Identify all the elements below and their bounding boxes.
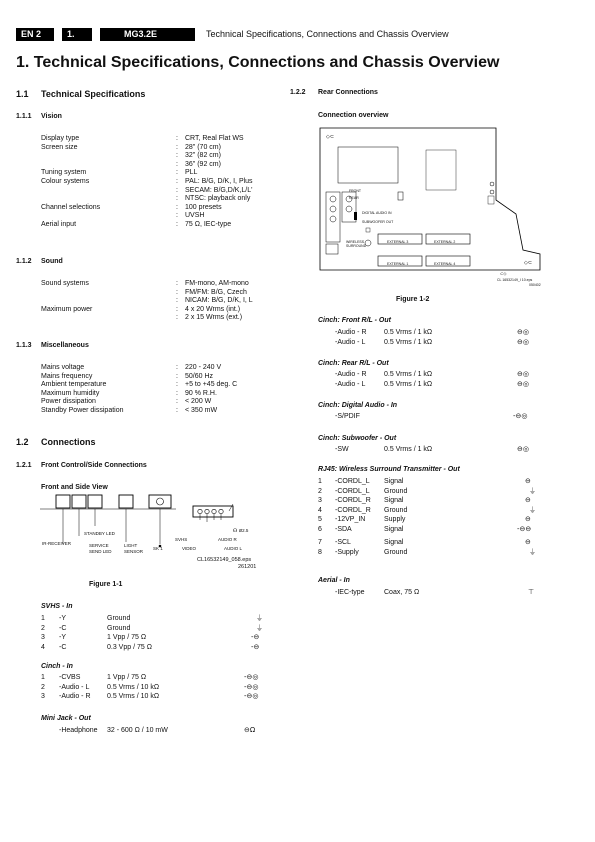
input-connector-icon: -⊖ [251,642,260,651]
figure-1-1-caption: Figure 1-1 [89,581,123,588]
table-row: 2 -Audio - L 0.5 Vrms / 10 kΩ -⊖◎ [41,682,259,691]
table-row: -S/PDIF -⊖◎ [335,412,528,420]
section-1-2-2-title: Rear Connections [318,89,378,96]
page-title: 1. Technical Specifications, Connections and Chassis Overview [16,54,500,71]
section-1-2-title: Connections [41,437,96,447]
section-1-2-1-number: 1.2.1 [16,462,32,469]
table-row: -Headphone 32 - 600 Ω / 10 mW ⊖Ω [59,726,256,734]
figure-1-2-reference: CL 16532149_I 10.eps [497,278,533,282]
audio-l-label: AUDIO L [224,546,243,551]
section-1-2-1-title: Front Control/Side Connections [41,462,147,469]
figure-1-1-date: 261201 [238,564,257,570]
cinch-subwoofer-out-table [318,445,540,455]
header-chassis-badge: MG3.2E [100,28,195,41]
headphone-output-icon: ⊖Ω [244,726,256,734]
external-4-label: EXTERNAL 4 [434,262,456,266]
table-row: 2 -CORDL_L Ground ⏚ [318,486,536,495]
section-1-2-number: 1.2 [16,437,29,447]
digital-audio-in-label: DIGITAL AUDIO IN [362,211,392,215]
external-1-label: EXTERNAL 1 [387,262,409,266]
section-1-1-2-title: Sound [41,258,63,265]
header-language-badge: EN 2 [16,28,54,41]
table-row: -Audio - R 0.5 Vrms / 1 kΩ ⊖◎ [335,370,529,378]
cinch-output-icon: ⊖◎ [517,328,529,336]
cinch-rear-out-table [318,370,540,389]
ground-icon: ⏚ [256,614,263,622]
table-row: -Audio - L 0.5 Vrms / 1 kΩ ⊖◎ [335,337,529,346]
section-1-1-1-number: 1.1.1 [16,113,32,120]
table-row: 1 -Y Ground ⏚ [41,614,263,622]
table-row: 8 -Supply Ground ⏚ [318,547,536,556]
svg-text:◇⊂: ◇⊂ [524,260,533,266]
mini-jack-out-table [41,726,271,736]
cinch-input-icon: -⊖◎ [244,673,259,681]
table-row: -SW 0.5 Vrms / 1 kΩ ⊖◎ [335,445,529,453]
cinch-front-out-table [318,328,540,347]
external-3-label: EXTERNAL 3 [387,240,409,244]
output-connector-icon: ⊖ [525,477,531,485]
wireless-surround-label: WIRELESS SURROUND [346,240,367,248]
section-1-2-2-number: 1.2.2 [290,89,306,96]
video-label: VIDEO [182,546,197,551]
cinch-in-table [41,673,271,702]
headphone-icon: ☊ ø [233,528,243,534]
table-row: 7 -SCL Signal ⊖ [318,538,531,546]
cinch-rear-out-title: Cinch: Rear R/L - Out [318,360,389,367]
svg-text:◇⊂: ◇⊂ [326,134,335,140]
section-1-1-1-title: Vision [41,113,62,120]
svhs-label: SVHS [175,537,188,542]
table-row: 2 -C Ground ⏚ [41,623,263,632]
standby-led-label: STANDBY LED [84,531,115,536]
svhs-in-title: SVHS - In [41,603,73,610]
section-1-1-3-number: 1.1.3 [16,342,32,349]
table-row: -Audio - R 0.5 Vrms / 1 kΩ ⊖◎ [335,328,529,336]
ground-icon: ⏚ [529,505,536,514]
cinch-input-icon: -⊖◎ [513,412,528,420]
cinch-output-icon: ⊖◎ [517,445,529,453]
aerial-in-title: Aerial - In [318,577,350,584]
svg-text:⊂◇: ⊂◇ [500,271,507,276]
output-connector-icon: ⊖ [525,496,531,504]
aerial-in-table [318,588,540,598]
ground-icon: ⏚ [529,547,536,556]
cinch-output-icon: ⊖◎ [517,379,529,388]
cinch-input-icon: -⊖◎ [244,692,259,700]
table-row: 6 -SDA Signal -⊖⊖ [318,524,532,533]
light-sensor-label: LIGHT SENSOR [124,543,144,554]
table-row: 4 -CORDL_R Ground ⏚ [318,505,536,514]
table-row: 1 -CVBS 1 Vpp / 75 Ω -⊖◎ [41,673,259,681]
table-row: 5 -12VP_IN Supply ⊖ [318,515,531,523]
antenna-icon: ⊤ [528,588,535,596]
service-send-led-label: SERVICE SEND LED [89,543,112,554]
cinch-digital-in-title: Cinch: Digital Audio - In [318,402,398,409]
table-row: 4 -C 0.3 Vpp / 75 Ω -⊖ [41,642,260,651]
cinch-in-title: Cinch - In [41,663,73,670]
rj45-table [318,477,540,557]
connection-overview-title: Connection overview [318,112,389,119]
audio-r-label: AUDIO R [218,537,237,542]
bidirectional-connector-icon: -⊖⊖ [517,524,532,533]
ir-receiver-label: IR-RECEIVER [42,541,72,546]
rj45-title: RJ45: Wireless Surround Transmitter - Out [318,466,460,473]
output-connector-icon: ⊖ [525,515,531,523]
figure-1-1-reference: CL16532149_058.eps [197,557,252,563]
cinch-input-icon: -⊖◎ [244,682,259,691]
ground-icon: ⏚ [529,486,536,495]
table-row: -IEC-type Coax, 75 Ω ⊤ [335,588,535,596]
rear-label: REAR [349,196,359,200]
cinch-output-icon: ⊖◎ [517,337,529,346]
header-title: Technical Specifications, Connections and Chassis Overview [206,29,449,39]
table-row: 3 -Audio - R 0.5 Vrms / 10 kΩ -⊖◎ [41,692,259,700]
front-label: FRONT [349,189,362,193]
table-row: -Audio - L 0.5 Vrms / 1 kΩ ⊖◎ [335,379,529,388]
front-side-view-title: Front and Side View [41,484,108,491]
section-1-1-3-title: Miscellaneous [41,342,89,349]
table-row: 3 -CORDL_R Signal ⊖ [318,496,531,504]
input-connector-icon: -⊖ [251,633,260,641]
header-section-badge: 1. [62,28,92,41]
section-1-1-number: 1.1 [16,89,29,99]
figure-1-2-date: 050402 [529,283,541,287]
subwoofer-out-label: SUBWOOFER OUT [362,220,394,224]
headphone-size-label: ☊ ø2.5 [233,528,249,534]
svhs-in-table [41,614,271,652]
section-1-1-2-number: 1.1.2 [16,258,32,265]
table-row: 3 -Y 1 Vpp / 75 Ω -⊖ [41,633,260,641]
table-row: 1 -CORDL_L Signal ⊖ [318,477,531,485]
mini-jack-out-title: Mini Jack - Out [41,715,91,722]
cinch-subwoofer-out-title: Cinch: Subwoofer - Out [318,435,397,442]
external-2-label: EXTERNAL 2 [434,240,456,244]
cinch-front-out-title: Cinch: Front R/L - Out [318,317,391,324]
output-connector-icon: ⊖ [525,538,531,546]
section-1-1-title: Technical Specifications [41,89,146,99]
ground-icon: ⏚ [256,623,263,632]
figure-1-2-caption: Figure 1-2 [396,296,430,303]
cinch-digital-in-table [318,412,540,422]
cinch-output-icon: ⊖◎ [517,370,529,378]
sk1-label: SK 1 [153,546,163,551]
rear-connection-overview-diagram [318,122,543,288]
